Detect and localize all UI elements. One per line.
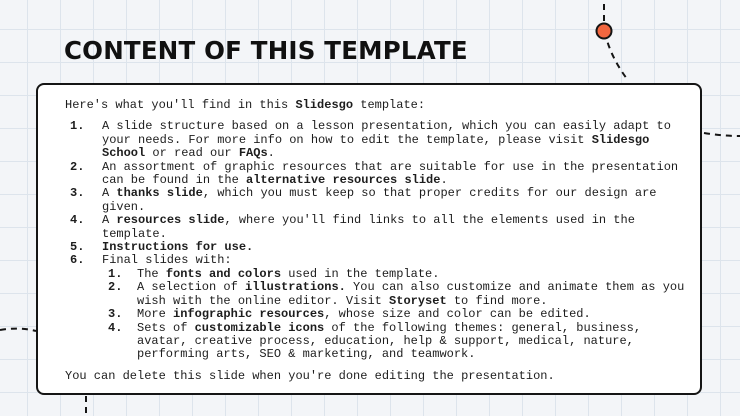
bold-text: fonts and colors <box>165 266 282 281</box>
bold-text: resources slide <box>116 213 225 228</box>
list-item <box>65 161 688 188</box>
text-run: Final slides with: <box>102 253 232 268</box>
list-text <box>102 187 688 214</box>
list-text <box>137 281 688 308</box>
list-number: 3. <box>108 307 123 322</box>
list-number: 2. <box>70 159 85 174</box>
intro-before: Here's what you'll find in this <box>65 98 296 112</box>
list-number: 5. <box>70 240 85 255</box>
list-text <box>137 308 688 321</box>
list-number: 4. <box>108 320 123 335</box>
text-run: , which you must keep so that proper credits for our design are given. <box>102 186 657 214</box>
dashed-path-left <box>0 329 36 331</box>
text-run: , where you'll find links to all the elements used in the template. <box>102 213 635 241</box>
text-run: to find more. <box>446 293 548 308</box>
list-number: 4. <box>70 213 85 228</box>
sub-list-item <box>102 281 688 308</box>
text-run: An assortment of graphic resources that are suitable for use in the presentation can be found in the <box>102 159 679 188</box>
text-run: , whose size and color can be edited. <box>324 307 591 322</box>
content-card <box>36 83 702 395</box>
sub-list-item <box>102 308 688 321</box>
text-run: A <box>102 213 117 228</box>
list-text <box>102 214 688 241</box>
text-run: You can also customize and animate them as you wish with the online editor. Visit <box>137 280 685 308</box>
bold-text: Slidesgo School <box>102 132 650 161</box>
bold-text: FAQs <box>238 146 268 161</box>
bold-text: Storyset <box>389 293 447 308</box>
text-run: A slide structure based on a lesson presentation, which you can easily adapt to your needs. For more info on how to edit the template, please visit <box>102 119 671 147</box>
list-number: 2. <box>108 280 123 295</box>
text-run: used in the template. <box>281 266 440 281</box>
text-run: . <box>440 173 448 188</box>
content-list <box>65 120 688 361</box>
text-run: More <box>137 307 174 322</box>
list-number: 1. <box>70 119 85 134</box>
list-text <box>137 268 688 281</box>
list-text <box>102 241 688 254</box>
list-item <box>65 241 688 254</box>
text-run: A <box>102 186 117 201</box>
text-run: Sets of <box>137 320 195 335</box>
list-text <box>102 120 688 160</box>
bold-text: illustrations. <box>245 280 346 295</box>
list-item <box>65 214 688 241</box>
bold-text: thanks slide <box>116 186 203 201</box>
list-text <box>102 254 688 267</box>
list-text <box>137 322 688 362</box>
intro-brand: Slidesgo <box>295 98 354 112</box>
orange-dot-icon <box>597 24 612 39</box>
list-number: 6. <box>70 253 85 268</box>
list-text <box>102 161 688 188</box>
text-run: . <box>267 146 275 161</box>
list-number: 1. <box>108 266 123 281</box>
dashed-path-right <box>704 133 740 136</box>
sub-list <box>102 268 688 362</box>
text-run: A selection of <box>137 280 246 295</box>
list-number: 3. <box>70 186 85 201</box>
bold-text: alternative resources slide <box>246 173 441 188</box>
intro-after: template: <box>353 98 426 112</box>
sub-list-item <box>102 268 688 281</box>
list-item <box>65 187 688 214</box>
dashed-path-top-right <box>604 4 627 79</box>
text-run: The <box>137 266 166 281</box>
bold-text: infographic resources <box>173 307 325 322</box>
text-run: or read our <box>145 146 239 161</box>
intro-text <box>65 99 688 112</box>
sub-list-item <box>102 322 688 362</box>
text-run: of the following themes: general, business, avatar, creative process, education, help & support, medical, nature, performing arts, SEO & marketing, and teamwork. <box>137 320 642 362</box>
outro-text: You can delete this slide when you're done editing the presentation. <box>65 368 555 383</box>
list-item <box>65 120 688 160</box>
bold-text: Instructions for use. <box>102 240 254 255</box>
page-title: CONTENT OF THIS TEMPLATE <box>64 36 468 65</box>
list-item <box>65 254 688 267</box>
bold-text: customizable icons <box>194 320 325 335</box>
